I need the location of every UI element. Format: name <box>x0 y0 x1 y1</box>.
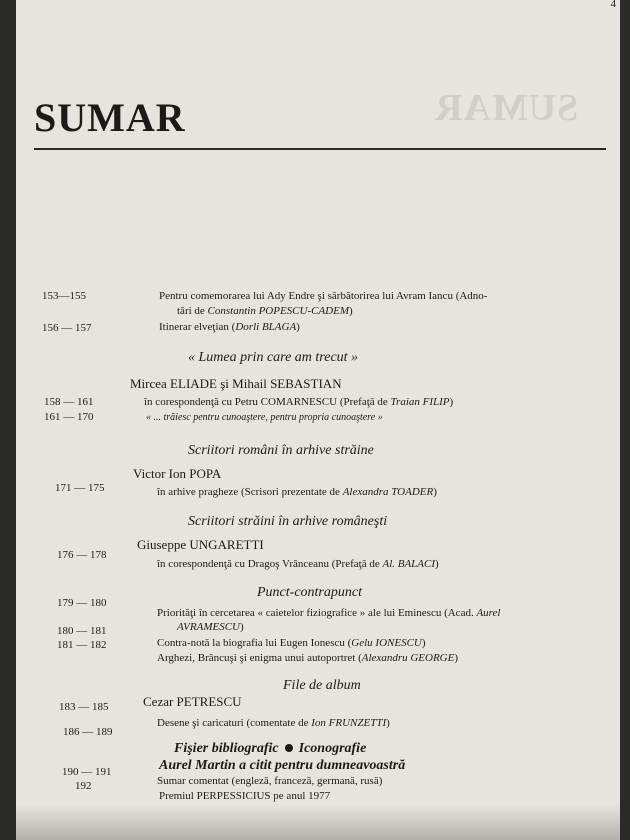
entry-author: Dorli BLAGA <box>235 321 297 333</box>
entry-line: Desene şi caricaturi (comentate de Ion FRUNZETTI) <box>157 717 390 729</box>
section-heading: « Lumea prin care am trecut » <box>188 350 359 365</box>
page-shadow <box>16 804 620 840</box>
title-rule <box>34 148 606 150</box>
page-range: 161 — 170 <box>44 411 94 423</box>
entry-line: AVRAMESCU) <box>177 621 244 633</box>
section-heading: Fişier bibliografic Iconografie <box>174 741 367 756</box>
page-range: 180 — 181 <box>57 625 107 637</box>
section-heading: Punct-contrapunct <box>257 585 362 600</box>
page-range: 186 — 189 <box>63 726 113 738</box>
entry-line: tări de Constantin POPESCU-CADEM) <box>177 305 353 317</box>
section-heading: Aurel Martin a citit pentru dumneavoastră <box>159 758 406 773</box>
section-heading: Scriitori români în arhive străine <box>188 443 374 458</box>
section-name: Cezar PETRESCU <box>143 694 242 709</box>
entry-line: Pentru comemorarea lui Ady Endre şi sărbătorirea lui Avram Iancu (Adno- <box>159 290 488 302</box>
entry-author: Aurel <box>476 607 501 619</box>
page-range: 158 — 161 <box>44 396 94 408</box>
section-heading: File de album <box>283 678 361 693</box>
entry-author: Constantin POPESCU-CADEM <box>207 305 350 317</box>
page-number: 4 <box>610 0 616 10</box>
entry-line: Arghezi, Brâncuşi şi enigma unui autoportret (Alexandru GEORGE) <box>157 652 459 664</box>
section-name: Victor Ion POPA <box>133 466 222 481</box>
entry-line: Priorităţi în cercetarea « caietelor fiziografice » ale lui Eminescu (Acad. Aurel <box>157 607 501 619</box>
entry-line: « ... trăiesc pentru cunoaştere, pentru propria cunoaştere » <box>146 412 383 423</box>
entry-author: Traian FILIP <box>390 396 450 408</box>
page-range: 176 — 178 <box>57 549 107 561</box>
entry-line: Sumar comentat (engleză, franceză, germană, rusă) <box>157 775 383 787</box>
bleed-through-text: SUMAR <box>434 87 579 129</box>
entry-author: AVRAMESCU <box>177 621 240 633</box>
page-range: 171 — 175 <box>55 482 105 494</box>
entry-author: Alexandru GEORGE <box>361 652 455 664</box>
page-range: 179 — 180 <box>57 597 107 609</box>
document-page <box>16 0 620 840</box>
entry-line: Contra-notă la biografia lui Eugen Ionescu (Gelu IONESCU) <box>157 637 426 649</box>
bullet-icon <box>285 744 293 752</box>
entry-line: în corespondenţă cu Dragoş Vrânceanu (Prefaţă de Al. BALACI) <box>157 558 439 570</box>
entry-author: Al. BALACI <box>382 558 436 570</box>
entry-line: Premiul PERPESSICIUS pe anul 1977 <box>159 790 331 802</box>
page-range: 192 <box>75 780 92 792</box>
entry-author: Gelu IONESCU <box>351 637 422 649</box>
page-range: 156 — 157 <box>42 322 92 334</box>
page-range: 153—155 <box>42 290 86 302</box>
entry-line: în arhive pragheze (Scrisori prezentate de Alexandra TOADER) <box>157 486 437 498</box>
section-name: Mircea ELIADE şi Mihail SEBASTIAN <box>130 376 342 391</box>
page-range: 190 — 191 <box>62 766 112 778</box>
page-title: SUMAR <box>34 95 186 140</box>
section-heading: Scriitori străini în arhive româneşti <box>188 514 388 529</box>
entry-line: în corespondenţă cu Petru COMARNESCU (Prefaţă de Traian FILIP) <box>144 396 454 408</box>
section-name: Giuseppe UNGARETTI <box>137 537 264 552</box>
entry-author: Alexandra TOADER <box>342 486 434 498</box>
page-range: 181 — 182 <box>57 639 107 651</box>
entry-line: Itinerar elveţian (Dorli BLAGA) <box>159 321 300 333</box>
page-range: 183 — 185 <box>59 701 109 713</box>
entry-author: Ion FRUNZETTI <box>311 717 387 729</box>
